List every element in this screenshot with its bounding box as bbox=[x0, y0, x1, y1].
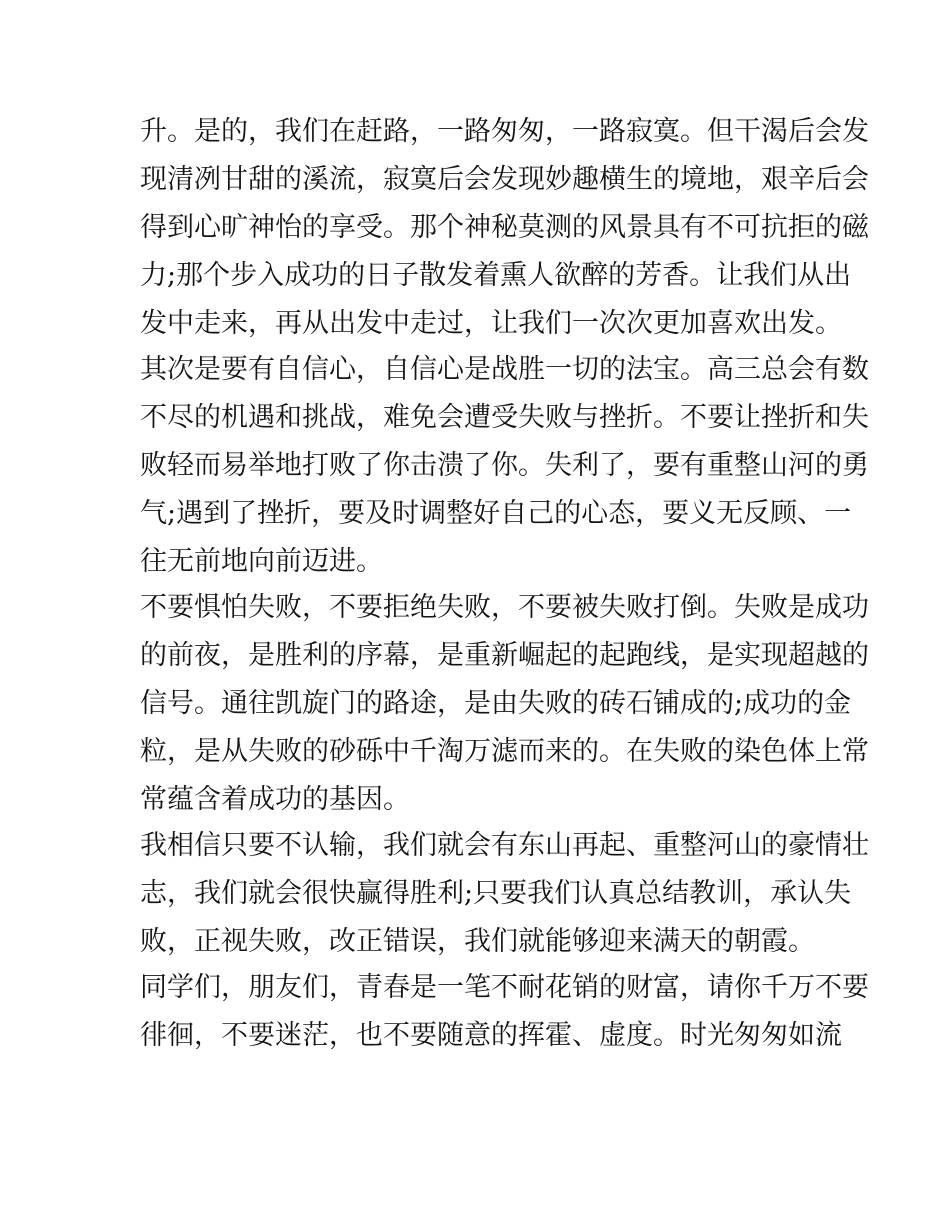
text-line: 败轻而易举地打败了你击溃了你。失利了，要有重整山河的勇 bbox=[140, 450, 869, 481]
paragraph bbox=[140, 822, 869, 966]
text-line: 败，正视失败，改正错误，我们就能够迎来满天的朝霞。 bbox=[140, 926, 815, 957]
paragraph bbox=[140, 584, 869, 824]
text-line: 志，我们就会很快赢得胜利;只要我们认真总结教训，承认失 bbox=[140, 878, 852, 909]
text-line: 不尽的机遇和挑战，难免会遭受失败与挫折。不要让挫折和失 bbox=[140, 402, 869, 433]
paragraph bbox=[140, 346, 869, 586]
text-line: 发中走来，再从出发中走过，让我们一次次更加喜欢出发。 bbox=[140, 308, 842, 339]
text-line: 升。是的，我们在赶路，一路匆匆，一路寂寞。但干渴后会发 bbox=[140, 116, 869, 147]
text-line: 同学们，朋友们，青春是一笔不耐花销的财富，请你千万不要 bbox=[140, 972, 869, 1003]
text-line: 得到心旷神怡的享受。那个神秘莫测的风景具有不可抗拒的磁 bbox=[140, 212, 869, 243]
text-line: 信号。通往凯旋门的路途，是由失败的砖石铺成的;成功的金 bbox=[140, 688, 852, 719]
text-line: 其次是要有自信心，自信心是战胜一切的法宝。高三总会有数 bbox=[140, 354, 869, 385]
document-body bbox=[140, 108, 869, 1060]
text-line: 往无前地向前迈进。 bbox=[140, 546, 383, 577]
text-line: 粒，是从失败的砂砾中千淘万滤而来的。在失败的染色体上常 bbox=[140, 736, 869, 767]
text-line: 力;那个步入成功的日子散发着熏人欲醉的芳香。让我们从出 bbox=[140, 260, 852, 291]
text-line: 我相信只要不认输，我们就会有东山再起、重整河山的豪情壮 bbox=[140, 830, 869, 861]
text-line: 常蕴含着成功的基因。 bbox=[140, 784, 410, 815]
text-line: 现清冽甘甜的溪流，寂寞后会发现妙趣横生的境地，艰辛后会 bbox=[140, 164, 869, 195]
paragraph bbox=[140, 108, 869, 348]
paragraph bbox=[140, 964, 869, 1060]
text-line: 不要惧怕失败，不要拒绝失败，不要被失败打倒。失败是成功 bbox=[140, 592, 869, 623]
text-line: 气;遇到了挫折，要及时调整好自己的心态，要义无反顾、一 bbox=[140, 498, 852, 529]
text-line: 徘徊，不要迷茫，也不要随意的挥霍、虚度。时光匆匆如流 bbox=[140, 1020, 842, 1051]
text-line: 的前夜，是胜利的序幕，是重新崛起的起跑线，是实现超越的 bbox=[140, 640, 869, 671]
